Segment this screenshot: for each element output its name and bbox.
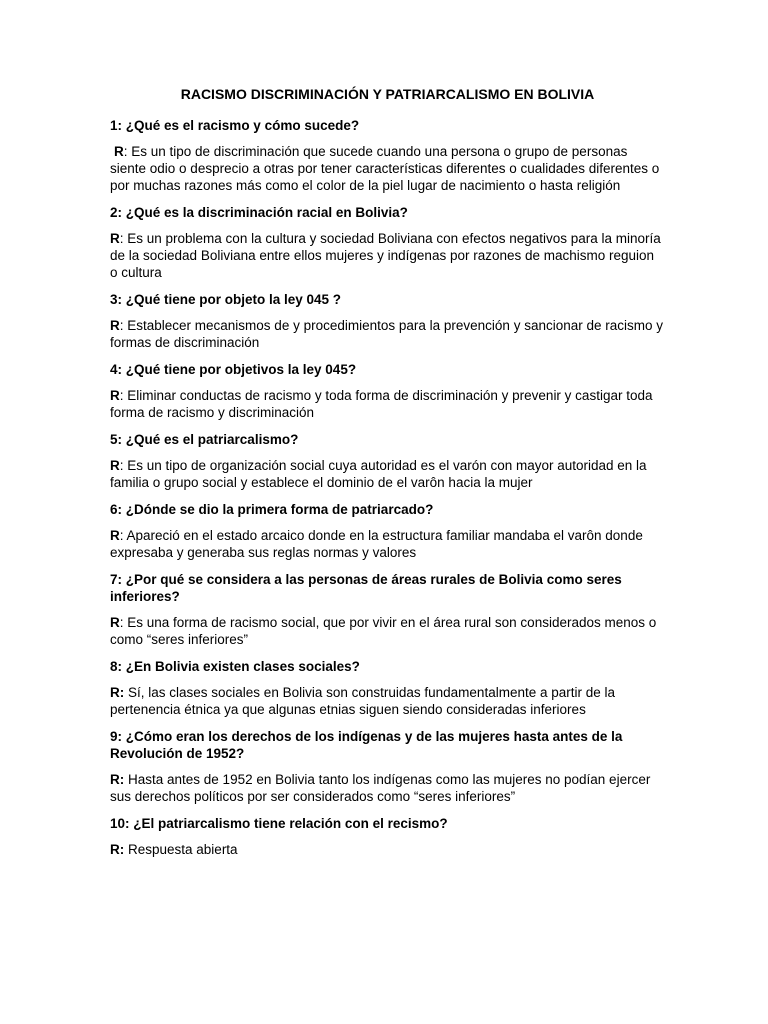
question-4: 4: ¿Qué tiene por objetivos la ley 045?: [110, 362, 357, 377]
answer-7: [110, 614, 665, 648]
answer-3: [110, 317, 665, 351]
document-page: [110, 85, 665, 868]
answer-10-prefix: R:: [110, 842, 125, 857]
answer-6-text: : Apareció en el estado arcaico donde en la estructura familiar mandaba el varôn donde expresaba y generaba sus reglas normas y valores: [110, 528, 643, 560]
answer-7-text: : Es una forma de racismo social, que por vivir en el área rural son considerados menos o como “seres inferiores”: [110, 615, 657, 647]
answer-6-prefix: R: [110, 528, 120, 543]
answer-5: [110, 457, 665, 491]
qa-item-3: [110, 291, 665, 351]
qa-item-10: [110, 815, 665, 858]
question-2: 2: ¿Qué es la discriminación racial en Bolivia?: [110, 205, 408, 220]
qa-item-8: [110, 658, 665, 718]
answer-10-text: Respuesta abierta: [124, 842, 238, 857]
answer-4-prefix: R: [110, 388, 120, 403]
answer-1-prefix: R: [114, 144, 124, 159]
answer-3-text: : Establecer mecanismos de y procedimientos para la prevención y sancionar de racismo y formas de discriminación: [110, 318, 664, 350]
question-6: 6: ¿Dónde se dio la primera forma de patriarcado?: [110, 502, 434, 517]
answer-2-text: : Es un problema con la cultura y sociedad Boliviana con efectos negativos para la minoría de la sociedad Boliviana entre ellos mujeres y indígenas por razones de machismo reguion o cultura: [110, 231, 661, 280]
question-10: 10: ¿El patriarcalismo tiene relación con el recismo?: [110, 816, 448, 831]
answer-1: [110, 143, 665, 194]
qa-item-4: [110, 361, 665, 421]
question-7: 7: ¿Por qué se considera a las personas de áreas rurales de Bolivia como seres inferiores?: [110, 572, 622, 604]
answer-9-text: Hasta antes de 1952 en Bolivia tanto los indígenas como las mujeres no podían ejercer sus derechos políticos por ser considerados como “seres inferiores”: [110, 772, 651, 804]
question-8: 8: ¿En Bolivia existen clases sociales?: [110, 659, 360, 674]
answer-5-text: : Es un tipo de organización social cuya autoridad es el varón con mayor autoridad en la familia o grupo social y establece el dominio de el varôn hacia la mujer: [110, 458, 647, 490]
qa-item-2: [110, 204, 665, 281]
question-3: 3: ¿Qué tiene por objeto la ley 045 ?: [110, 292, 342, 307]
answer-2: [110, 230, 665, 281]
question-9: 9: ¿Cómo eran los derechos de los indígenas y de las mujeres hasta antes de la Revolución de 1952?: [110, 729, 623, 761]
answer-8-text: Sí, las clases sociales en Bolivia son construidas fundamentalmente a partir de la pertenencia étnica ya que algunas etnias siguen siendo consideradas inferiores: [110, 685, 616, 717]
qa-item-9: [110, 728, 665, 805]
answer-9: [110, 771, 665, 805]
qa-item-5: [110, 431, 665, 491]
answer-10: [110, 841, 665, 858]
answer-1-text: : Es un tipo de discriminación que sucede cuando una persona o grupo de personas siente odio o desprecio a otras por tener características diferentes o cualidades diferentes o por muchas razones más como el color de la piel lugar de nacimiento o hasta religión: [110, 144, 660, 193]
answer-8-prefix: R:: [110, 685, 125, 700]
question-1: 1: ¿Qué es el racismo y cómo sucede?: [110, 118, 360, 133]
document-title: RACISMO DISCRIMINACIÓN Y PATRIARCALISMO EN BOLIVIA: [180, 86, 595, 102]
answer-5-prefix: R: [110, 458, 120, 473]
answer-4-text: : Eliminar conductas de racismo y toda forma de discriminación y prevenir y castigar toda forma de racismo y discriminación: [110, 388, 653, 420]
question-5: 5: ¿Qué es el patriarcalismo?: [110, 432, 299, 447]
answer-9-prefix: R:: [110, 772, 125, 787]
qa-item-6: [110, 501, 665, 561]
answer-3-prefix: R: [110, 318, 120, 333]
qa-item-7: [110, 571, 665, 648]
answer-4: [110, 387, 665, 421]
answer-6: [110, 527, 665, 561]
answer-2-prefix: R: [110, 231, 120, 246]
answer-8: [110, 684, 665, 718]
qa-item-1: [110, 117, 665, 194]
answer-7-prefix: R: [110, 615, 120, 630]
